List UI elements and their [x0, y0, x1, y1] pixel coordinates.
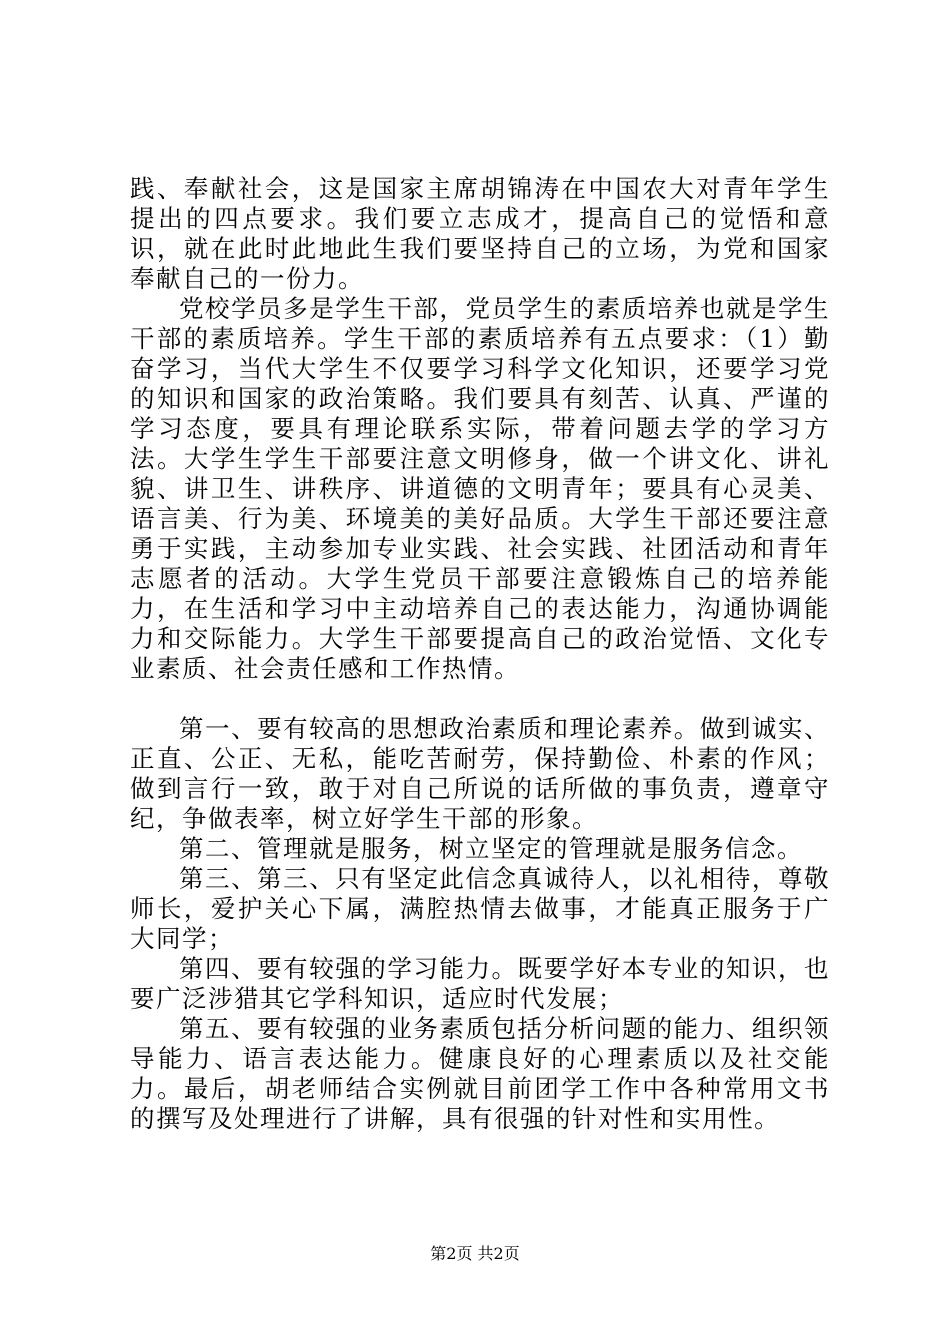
paragraph-point-four: 第四、要有较强的学习能力。既要学好本专业的知识，也要广泛涉猎其它学科知识，适应时代发展； — [130, 954, 830, 1013]
paragraph-point-two: 第二、管理就是服务，树立坚定的管理就是服务信念。 — [179, 834, 803, 863]
paragraph-spacer — [130, 684, 830, 714]
page-footer — [0, 1244, 950, 1264]
paragraph-point-three: 第三、第三、只有坚定此信念真诚待人，以礼相待，尊敬师长，爱护关心下属，满腔热情去做事，才能真正服务于广大同学； — [130, 864, 830, 953]
paragraph-continuation: 践、奉献社会，这是国家主席胡锦涛在中国农大对青年学生提出的四点要求。我们要立志成才，提高自己的觉悟和意识，就在此时此地此生我们要坚持自己的立场，为党和国家奉献自己的一份力。 — [130, 174, 830, 293]
paragraph-party-school: 党校学员多是学生干部，党员学生的素质培养也就是学生干部的素质培养。学生干部的素质培养有五点要求：（1）勤奋学习，当代大学生不仅要学习科学文化知识，还要学习党的知识和国家的政治策略。我们要具有刻苦、认真、严谨的学习态度，要具有理论联系实际，带着问题去学的学习方法。大学生学生干部要注意文明修身，做一个讲文化、讲礼貌、讲卫生、讲秩序、讲道德的文明青年；要具有心灵美、语言美、行为美、环境美的美好品质。大学生干部还要注意勇于实践，主动参加专业实践、社会实践、社团活动和青年志愿者的活动。大学生党员干部要注意锻炼自己的培养能力，在生活和学习中主动培养自己的表达能力，沟通协调能力和交际能力。大学生干部要提高自己的政治觉悟、文化专业素质、社会责任感和工作热情。 — [130, 294, 830, 683]
paragraph-point-one: 第一、要有较高的思想政治素质和理论素养。做到诚实、正直、公正、无私，能吃苦耐劳，保持勤俭、朴素的作风；做到言行一致，敢于对自己所说的话所做的事负责，遵章守纪，争做表率，树立好学生干部的形象。 — [130, 714, 830, 833]
paragraph-point-five: 第五、要有较强的业务素质包括分析问题的能力、组织领导能力、语言表达能力。健康良好的心理素质以及社交能力。最后，胡老师结合实例就目前团学工作中各种常用文书的撰写及处理进行了讲解，具有很强的针对性和实用性。 — [130, 1014, 830, 1133]
document-body — [130, 174, 830, 1134]
page-indicator: 第2页 共2页 — [430, 1244, 520, 1263]
